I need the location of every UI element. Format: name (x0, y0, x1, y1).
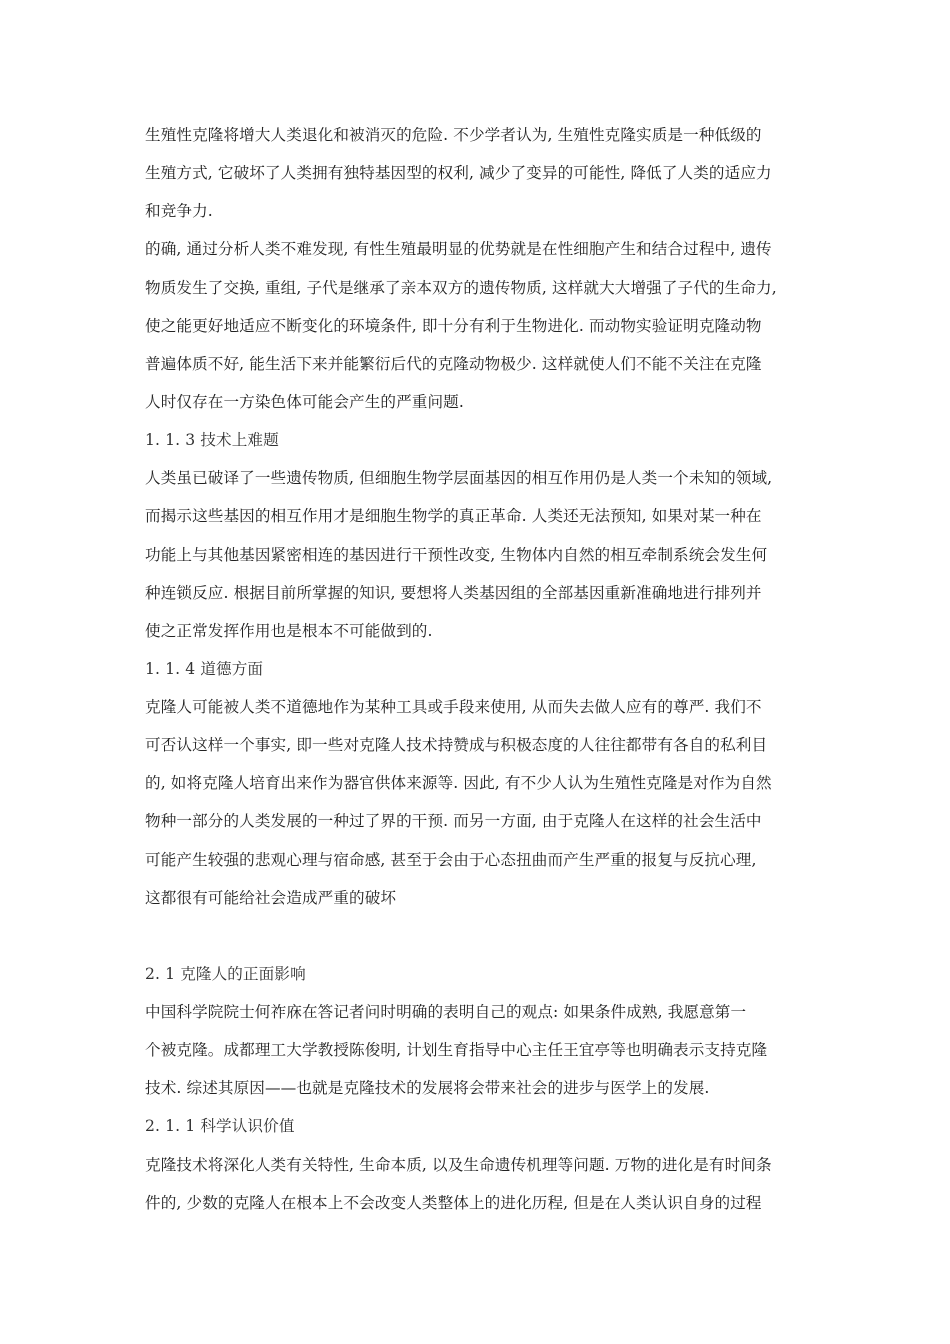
section-heading: 2. 1 克隆人的正面影响 (145, 965, 306, 983)
paragraph-line: 中国科学院院士何祚庥在答记者问时明确的表明自己的观点: 如果条件成熟, 我愿意第一 (145, 1003, 747, 1021)
paragraph-line: 物质发生了交换, 重组, 子代是继承了亲本双方的遗传物质, 这样就大大增强了子代的生命力, (145, 279, 777, 297)
paragraph-line: 功能上与其他基因紧密相连的基因进行干预性改变, 生物体内自然的相互牵制系统会发生何 (145, 546, 768, 564)
paragraph-line: 克隆技术将深化人类有关特性, 生命本质, 以及生命遗传机理等问题. 万物的进化是有时间条 (145, 1156, 772, 1174)
paragraph-line: 人类虽已破译了一些遗传物质, 但细胞生物学层面基因的相互作用仍是人类一个未知的领域, (145, 469, 773, 487)
section-heading: 1. 1. 4 道德方面 (145, 660, 264, 678)
paragraph-line: 使之正常发挥作用也是根本不可能做到的. (145, 622, 433, 640)
paragraph-line: 生殖性克隆将增大人类退化和被消灭的危险. 不少学者认为, 生殖性克隆实质是一种低级的 (145, 126, 762, 144)
paragraph-line: 物种一部分的人类发展的一种过了界的干预. 而另一方面, 由于克隆人在这样的社会生活中 (145, 812, 762, 830)
section-heading: 2. 1. 1 科学认识价值 (145, 1117, 295, 1135)
paragraph-line: 个被克隆。成都理工大学教授陈俊明, 计划生育指导中心主任王宜亭等也明确表示支持克隆 (145, 1041, 768, 1059)
section-heading: 1. 1. 3 技术上难题 (145, 431, 279, 449)
paragraph-line: 可能产生较强的悲观心理与宿命感, 甚至于会由于心态扭曲而产生严重的报复与反抗心理, (145, 851, 757, 869)
paragraph-line: 普遍体质不好, 能生活下来并能繁衍后代的克隆动物极少. 这样就使人们不能不关注在克隆 (145, 355, 762, 373)
paragraph-line: 的, 如将克隆人培育出来作为器官供体来源等. 因此, 有不少人认为生殖性克隆是对作为自然 (145, 774, 772, 792)
paragraph-line: 而揭示这些基因的相互作用才是细胞生物学的真正革命. 人类还无法预知, 如果对某一种在 (145, 507, 762, 525)
paragraph-line: 的确, 通过分析人类不难发现, 有性生殖最明显的优势就是在性细胞产生和结合过程中, 遗传 (145, 240, 772, 258)
paragraph-line: 种连锁反应. 根据目前所掌握的知识, 要想将人类基因组的全部基因重新准确地进行排列并 (145, 584, 762, 602)
paragraph-line: 这都很有可能给社会造成严重的破坏 (145, 889, 397, 907)
paragraph-line: 生殖方式, 它破坏了人类拥有独特基因型的权利, 减少了变异的可能性, 降低了人类的适应力 (145, 164, 772, 182)
paragraph-line: 可否认这样一个事实, 即一些对克隆人技术持赞成与积极态度的人往往都带有各自的私利目 (145, 736, 768, 754)
paragraph-line: 和竞争力. (145, 202, 213, 220)
paragraph-line: 件的, 少数的克隆人在根本上不会改变人类整体上的进化历程, 但是在人类认识自身的过程 (145, 1194, 762, 1212)
paragraph-line: 克隆人可能被人类不道德地作为某种工具或手段来使用, 从而失去做人应有的尊严. 我们不 (145, 698, 762, 716)
paragraph-line: 使之能更好地适应不断变化的环境条件, 即十分有利于生物进化. 而动物实验证明克隆动物 (145, 317, 762, 335)
paragraph-line: 人时仅存在一方染色体可能会产生的严重问题. (145, 393, 464, 411)
paragraph-line: 技术. 综述其原因——也就是克隆技术的发展将会带来社会的进步与医学上的发展. (145, 1079, 710, 1097)
